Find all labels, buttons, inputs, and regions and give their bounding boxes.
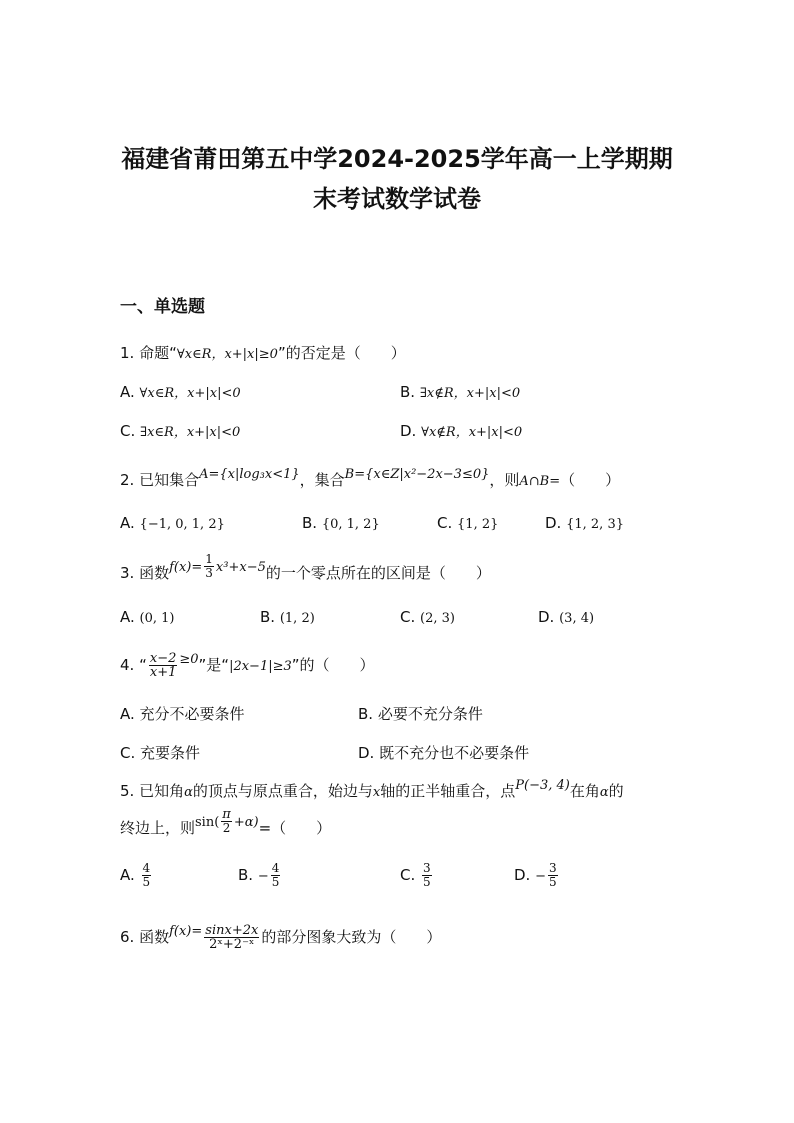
question-5-option-a[interactable]: A. $\frac{4}{5}$ [120,861,151,889]
question-2-option-a[interactable]: A. {−1, 0, 1, 2} [120,514,225,532]
question-4-option-c[interactable]: C. 充要条件 [120,744,201,762]
question-2-option-b[interactable]: B. {0, 1, 2} [302,514,380,532]
question-5-option-d[interactable]: D. − $\frac{3}{5}$ [514,861,557,889]
question-5-stem-line2: 终边上，则sin( $\frac{\pi}{2}$ +α)=（ ） [120,807,332,837]
question-5-stem-line1: 5. 已知角α的顶点与原点重合，始边与x轴的正半轴重合，点P(−3, 4)在角α的 [120,778,624,800]
fraction-one-third: $\frac{1}{3}$ [205,552,213,580]
question-1-option-a[interactable]: A. ∀x∈R，x+|x|<0 [120,383,241,401]
question-5-option-c[interactable]: C. $\frac{3}{5}$ [400,861,431,889]
question-2-stem: 2. 已知集合A={x|log₃x<1}，集合B={x∈Z|x²−2x−3≤0}，则A∩B=（ ） [120,467,621,489]
fraction-pi-over-2: $\frac{\pi}{2}$ [222,807,231,835]
page-title-line1: 福建省莆田第五中学2024-2025学年高一上学期期 [121,145,673,173]
question-1-option-c[interactable]: C. ∃x∈R，x+|x|<0 [120,422,241,440]
question-4-option-d[interactable]: D. 既不充分也不必要条件 [358,744,530,762]
question-2-option-c[interactable]: C. {1, 2} [437,514,499,532]
question-2-option-d[interactable]: D. {1, 2, 3} [545,514,624,532]
question-6-stem: 6. 函数f(x)= $\frac{\sin x+2x}{\text{2ˣ+2⁻ˣ}}$ 的部分图象大致为（ ） [120,923,442,952]
question-1-option-d[interactable]: D. ∀x∉R，x+|x|<0 [400,422,523,440]
page-title-line2: 末考试数学试卷 [313,185,481,213]
question-4-option-a[interactable]: A. 充分不必要条件 [120,705,245,723]
question-1-stem: 1. 命题“∀x∈R，x+|x|≥0”的否定是（ ） [120,344,406,362]
question-3-option-c[interactable]: C. (2, 3) [400,608,455,626]
fraction-function-definition: $\frac{\sin x+2x}{\text{2ˣ+2⁻ˣ}}$ [205,923,259,952]
question-5-option-b[interactable]: B. − $\frac{4}{5}$ [238,861,280,889]
question-3-stem: 3. 函数f(x)= $\frac{1}{3}$ x³+x−5的一个零点所在的区间是（ ） [120,552,491,582]
question-4-stem: 4. “ $\frac{x-2}{x+1}$ ≥0”是“|2x−1|≥3”的（ ） [120,651,375,680]
question-3-option-d[interactable]: D. (3, 4) [538,608,595,626]
question-3-option-a[interactable]: A. (0, 1) [120,608,175,626]
question-4-option-b[interactable]: B. 必要不充分条件 [358,705,483,723]
section-heading: 一、单选题 [120,297,205,317]
question-3-option-b[interactable]: B. (1, 2) [260,608,315,626]
question-1-option-b[interactable]: B. ∃x∉R，x+|x|<0 [400,383,521,401]
fraction-x-minus-2-over-x-plus-1: $\frac{x-2}{x+1}$ [149,651,177,680]
